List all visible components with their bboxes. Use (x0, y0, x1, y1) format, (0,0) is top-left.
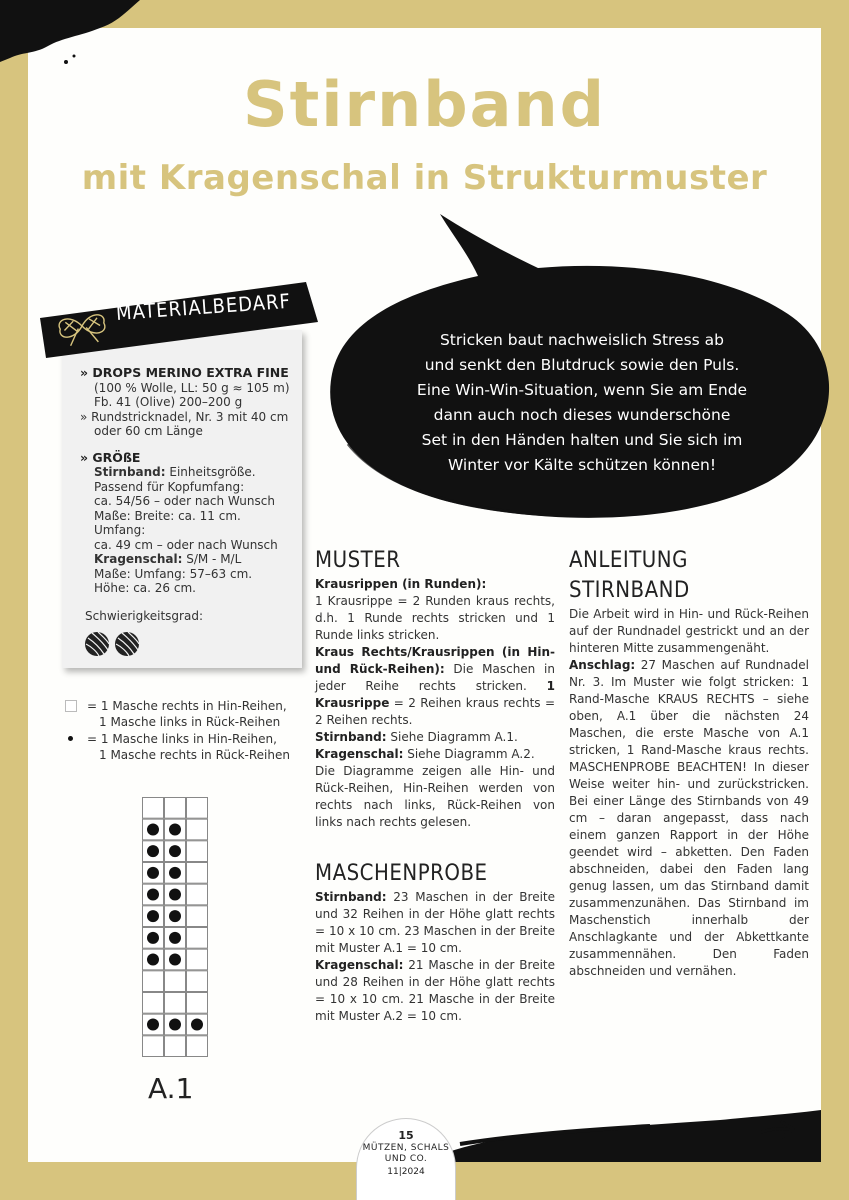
anschlag-paragraph (569, 657, 809, 980)
yarn-color: Fb. 41 (Olive) 200–200 g (94, 395, 243, 409)
size-line: Maße: Umfang: 57–63 cm. (94, 566, 253, 581)
magazine-name-2: UND CO. (384, 1154, 428, 1164)
maschenprobe-stirnband-label: Stirnband: (315, 890, 387, 904)
purl-dot (169, 867, 181, 879)
maschenprobe-stirnband (315, 889, 555, 957)
maschenprobe-kragenschal (315, 957, 555, 1025)
stirnband-size (80, 465, 295, 480)
quote-line: Stricken baut nachweislich Stress ab (439, 331, 725, 349)
chart-cell (187, 884, 208, 905)
purl-dot (191, 1019, 203, 1031)
muster-kragenschal-text: Siehe Diagramm A.2. (403, 747, 535, 761)
knitting-chart-a1 (142, 797, 208, 1057)
kraus-rechts-paragraph (315, 644, 555, 729)
anleitung-column (569, 546, 809, 980)
chart-cell (165, 1036, 186, 1057)
needle-info-2: oder 60 cm Länge (94, 424, 203, 438)
next-page-arrow-icon[interactable] (760, 1120, 796, 1140)
muster-kragenschal-label: Kragenschal: (315, 747, 404, 761)
size-line: Höhe: ca. 26 cm. (94, 581, 196, 595)
purl-dot (147, 889, 159, 901)
quote-line: und senkt den Blutdruck sowie den Puls. (424, 356, 740, 374)
anleitung-heading: ANLEITUNG (569, 548, 688, 573)
chart-cell (187, 949, 208, 970)
chart-cell (187, 798, 208, 819)
legend-text: = 1 Masche links in Hin-Reihen, (87, 732, 277, 746)
page-badge (356, 1118, 456, 1200)
purl-dot (147, 845, 159, 857)
chart-cell (187, 971, 208, 992)
material-list (80, 366, 295, 596)
kragenschal-size-value: S/M - M/L (182, 552, 242, 566)
size-line: ca. 49 cm – oder nach Wunsch (94, 537, 278, 552)
muster-stirnband-label: Stirnband: (315, 730, 387, 744)
purl-dot (147, 867, 159, 879)
stirnband-label: Stirnband: (94, 465, 166, 479)
chart-cell (187, 1036, 208, 1057)
yarn-ball-icon (115, 632, 139, 656)
purl-dot (147, 910, 159, 922)
diagram-text: Die Diagramme zeigen alle Hin- und Rück-Reihen, Hin-Reihen werden von rechts nach links, Rück-Reihen von links nach rechts gelesen. (315, 764, 555, 829)
ink-splash-top-left (0, 0, 150, 70)
kraus-rechts-bold: 1 Krausrippe (315, 679, 555, 710)
chart-cell (143, 971, 164, 992)
size-heading: » GRÖßE (80, 449, 141, 465)
yarn-heading: » DROPS MERINO EXTRA FINE (80, 365, 289, 380)
stirnband-heading: STIRNBAND (569, 578, 690, 603)
chart-cell (165, 971, 186, 992)
quote-text (372, 328, 792, 478)
legend-text: 1 Masche rechts in Rück-Reihen (99, 748, 290, 762)
anleitung-intro: Die Arbeit wird in Hin- und Rück-Reihen auf der Rundnadel gestrickt und an der hinteren Mitte zusammengenäht. (569, 607, 809, 655)
size-line: Passend für Kopfumfang: (94, 479, 245, 494)
legend-text: 1 Masche links in Rück-Reihen (99, 715, 281, 729)
quote-line: Eine Win-Win-Situation, wenn Sie am Ende (416, 381, 748, 399)
kragenschal-size (80, 552, 295, 567)
chart-cell (187, 841, 208, 862)
chart-legend (65, 698, 290, 764)
muster-stirnband (315, 729, 555, 746)
muster-column (315, 546, 555, 1025)
maschenprobe-kragenschal-label: Kragenschal: (315, 958, 404, 972)
chart-cell (165, 993, 186, 1014)
quote-line: Set in den Händen halten und Sie sich im (421, 431, 743, 449)
purl-dot (169, 889, 181, 901)
quote-line: dann auch noch dieses wunderschöne (433, 406, 731, 424)
purl-dot (169, 954, 181, 966)
material-heading: MATERIALBEDARF (115, 288, 292, 325)
muster-heading: MUSTER (315, 548, 401, 573)
chart-label: A.1 (148, 1072, 194, 1105)
purl-dot (169, 1019, 181, 1031)
chart-cell (143, 1036, 164, 1057)
chart-cell (143, 798, 164, 819)
anschlag-text: 27 Maschen auf Rundnadel Nr. 3. Im Muster wie folgt stricken: 1 Rand-Masche KRAUS RECHTS – siehe oben, A.1 über die nächsten 24 Maschen, die erste Masche von A.1 stricken, 1 Rand-Masche kraus rechts. MASCHENPROBE BEACHTEN! In dieser Weise weiter hin- und zurückstricken. Bei einer Länge des Stirnbands von 49 cm – daran angepasst, dass nach einem ganzen Rapport in der Höhe geendet wird – abketten. Den Faden abschneiden, dabei den Faden lang genug lassen, um das Stirnband damit zusammenzunähen. Das Stirnband im Maschenstich innerhalb der Anschlagkante und der Abkettkante zusammennähen. Den Faden abschneiden und vernähen. (569, 658, 809, 978)
page-number: 15 (398, 1129, 414, 1142)
purl-dot (147, 954, 159, 966)
page-title: Stirnband (243, 68, 606, 141)
empty-square-icon (65, 700, 77, 712)
kraus-rechts-text: Die Maschen in jeder Reihe rechts stricken. (315, 662, 555, 693)
legend-purl (65, 731, 290, 763)
stirnband-size-value: Einheitsgröße. (165, 465, 256, 479)
difficulty-yarn-balls (84, 630, 144, 658)
purl-dot (169, 845, 181, 857)
kragenschal-label: Kragenschal: (94, 552, 183, 566)
kraus-rechts-text-2: = 2 Reihen kraus rechts = 2 Reihen rechts. (315, 696, 555, 727)
yarn-ball-icon (85, 632, 109, 656)
kraus-rechts-label: Kraus Rechts/Krausrippen (in Hin- und Rück-Reihen): (315, 645, 555, 676)
purl-dot (147, 1019, 159, 1031)
size-line: ca. 54/56 – oder nach Wunsch (94, 494, 275, 508)
maschenprobe-stirnband-text: 23 Maschen in der Breite und 32 Reihen in der Höhe glatt rechts = 10 x 10 cm. 23 Maschen in der Breite mit Muster A.1 = 10 cm. (315, 890, 555, 955)
page-subtitle: mit Kragenschal in Strukturmuster (81, 158, 768, 198)
chart-cell (143, 993, 164, 1014)
muster-stirnband-text: Siehe Diagramm A.1. (386, 730, 518, 744)
krausrippen-text: 1 Krausrippe = 2 Runden kraus rechts, d.h. 1 Runde rechts stricken und 1 Runde links stricken. (315, 594, 555, 642)
magazine-name: MÜTZEN, SCHALS (362, 1143, 450, 1153)
chart-cell (187, 863, 208, 884)
muster-kragenschal (315, 746, 555, 763)
size-line: Maße: Breite: ca. 11 cm. Umfang: (94, 508, 241, 537)
purl-dot (169, 932, 181, 944)
difficulty-label: Schwierigkeitsgrad: (85, 609, 203, 623)
purl-dot (147, 824, 159, 836)
krausrippen-label: Krausrippen (in Runden): (315, 577, 487, 591)
anschlag-label: Anschlag: (569, 658, 636, 672)
purl-dot (147, 932, 159, 944)
yarn-details: (100 % Wolle, LL: 50 g ≈ 105 m) (94, 380, 290, 395)
maschenprobe-kragenschal-text: 21 Masche in der Breite und 28 Reihen in der Höhe glatt rechts = 10 x 10 cm. 21 Masche in der Breite mit Muster A.2 = 10 cm. (315, 958, 555, 1023)
chart-cell (187, 928, 208, 949)
chart-cell (165, 798, 186, 819)
chart-cell (187, 906, 208, 927)
issue-number: 11|2024 (387, 1167, 425, 1177)
maschenprobe-heading: MASCHENPROBE (315, 861, 488, 886)
chart-cell (187, 819, 208, 840)
legend-knit (65, 698, 290, 730)
dot-square-icon (65, 733, 77, 745)
purl-dot (169, 824, 181, 836)
chart-cell (187, 993, 208, 1014)
quote-line: Winter vor Kälte schützen können! (447, 456, 717, 474)
needle-info: » Rundstricknadel, Nr. 3 mit 40 cm (80, 409, 289, 424)
legend-text: = 1 Masche rechts in Hin-Reihen, (87, 699, 287, 713)
purl-dot (169, 910, 181, 922)
